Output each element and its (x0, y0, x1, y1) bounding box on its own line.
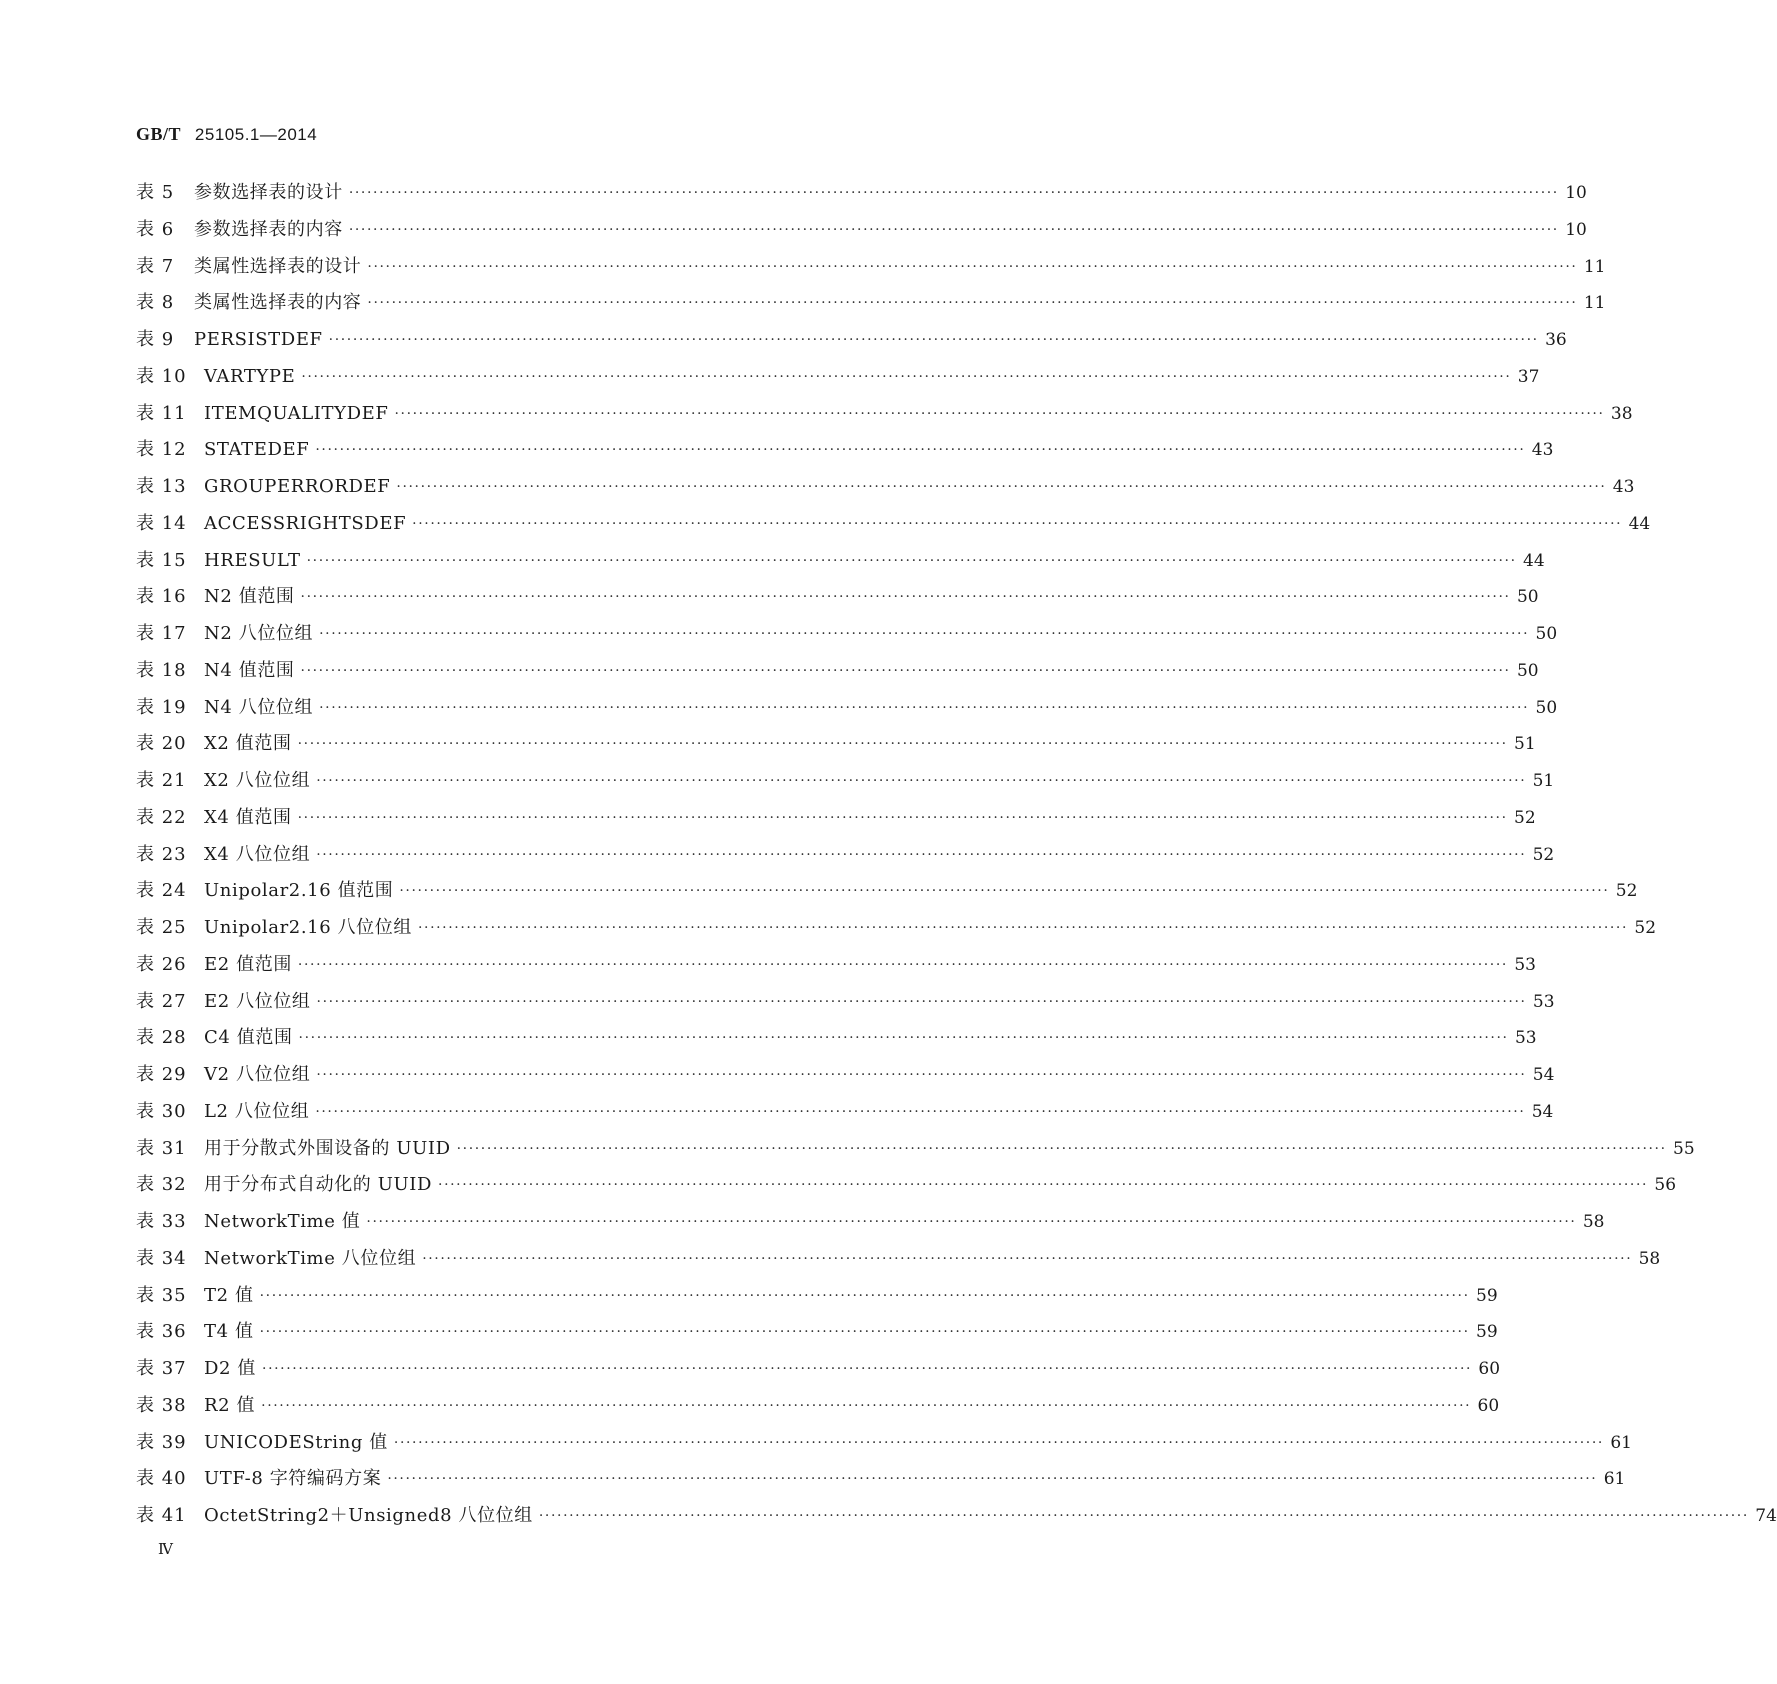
toc-entry[interactable] (136, 950, 1536, 987)
toc-entry[interactable] (136, 693, 1558, 730)
toc-entry[interactable] (136, 1060, 1555, 1097)
dot-leader: ········································································································································································································ (316, 846, 1527, 863)
dot-leader: ········································································································································································································ (393, 1434, 1604, 1451)
toc-entry[interactable] (136, 766, 1555, 803)
dot-leader: ········································································································································································································ (262, 1361, 1473, 1377)
dot-leader: ········································································································································································································ (394, 405, 1605, 422)
toc-entry-title: UNICODEString 值 (204, 1431, 388, 1453)
toc-entry-page-number: 58 (1582, 1212, 1605, 1232)
toc-entry-page-number: 52 (1514, 807, 1536, 828)
dot-leader: ········································································································································································································ (297, 736, 1508, 753)
page-number-footer: Ⅳ (158, 1540, 173, 1558)
dot-leader: ········································································································································································································ (438, 1177, 1649, 1194)
toc-entry-title: GROUPERRORDEF (204, 476, 391, 497)
toc-entry[interactable] (136, 472, 1635, 509)
toc-entry-page-number: 43 (1612, 477, 1635, 497)
toc-entry-page-number: 37 (1517, 366, 1540, 387)
dot-leader: ········································································································································································································ (259, 1287, 1470, 1304)
document-header (136, 124, 317, 145)
toc-entry-page-number: 50 (1516, 660, 1539, 681)
toc-entry-label: 表 34 (136, 1247, 187, 1269)
dot-leader: ········································································································································································································ (367, 295, 1578, 312)
dot-leader: ········································································································································································································ (319, 699, 1530, 716)
toc-entry[interactable] (136, 582, 1539, 619)
toc-entry-title: 类属性选择表的设计 (194, 255, 362, 277)
toc-entry-page-number: 43 (1531, 440, 1554, 461)
toc-entry-page-number: 61 (1603, 1469, 1626, 1490)
toc-entry-page-number: 11 (1583, 256, 1606, 277)
toc-entry-title: E2 八位位组 (204, 990, 311, 1012)
toc-entry-page-number: 44 (1628, 513, 1651, 534)
toc-entry-label: 表 17 (136, 623, 187, 644)
toc-entry-page-number: 50 (1516, 587, 1539, 608)
toc-entry-title: T2 值 (204, 1284, 254, 1306)
toc-entry-label: 表 23 (136, 843, 187, 865)
toc-entry-label: 表 25 (136, 917, 187, 938)
toc-entry-page-number: 44 (1523, 550, 1545, 571)
toc-entry-title: N4 八位位组 (204, 696, 314, 718)
toc-entry[interactable] (136, 729, 1536, 766)
toc-entry-page-number: 10 (1565, 219, 1587, 240)
toc-entry-title: 参数选择表的设计 (194, 182, 343, 203)
toc-entry-title: T4 值 (204, 1321, 254, 1343)
toc-entry-page-number: 52 (1634, 918, 1657, 938)
toc-entry-label: 表 20 (136, 733, 187, 755)
toc-entry-page-number: 10 (1565, 183, 1587, 203)
toc-entry-page-number: 36 (1545, 330, 1567, 350)
toc-entry-page-number: 38 (1610, 403, 1633, 424)
toc-entry-label: 表 36 (136, 1321, 187, 1343)
toc-entry-page-number: 54 (1532, 1065, 1555, 1085)
toc-entry[interactable] (136, 362, 1540, 399)
dot-leader: ········································································································································································································ (315, 442, 1526, 459)
toc-entry-page-number: 60 (1477, 1395, 1500, 1416)
dot-leader: ········································································································································································································ (297, 956, 1508, 973)
standard-number: 25105.1—2014 (194, 125, 318, 144)
toc-entry-title: X4 八位位组 (204, 843, 311, 865)
dot-leader: ········································································································································································································ (348, 221, 1559, 238)
toc-entry[interactable] (136, 1097, 1554, 1134)
toc-entry-label: 表 22 (136, 806, 187, 828)
dot-leader: ········································································································································································································ (417, 920, 1629, 936)
toc-entry[interactable] (136, 399, 1633, 436)
toc-entry[interactable] (136, 987, 1555, 1024)
toc-entry-label: 表 33 (136, 1211, 187, 1232)
toc-entry-title: D2 值 (204, 1358, 257, 1379)
toc-entry-title: R2 值 (204, 1394, 256, 1416)
toc-entry-page-number: 50 (1535, 624, 1558, 644)
toc-entry[interactable] (136, 288, 1606, 325)
toc-entry-page-number: 74 (1755, 1506, 1777, 1526)
toc-entry[interactable] (136, 1244, 1661, 1281)
toc-entry-label: 表 19 (136, 696, 187, 718)
toc-entry-page-number: 52 (1532, 844, 1555, 865)
dot-leader: ········································································································································································································ (316, 1067, 1527, 1083)
toc-entry-page-number: 54 (1531, 1101, 1554, 1122)
toc-entry-title: C4 值范围 (204, 1027, 293, 1049)
toc-entry-page-number: 55 (1673, 1138, 1695, 1159)
toc-entry-label: 表 16 (136, 586, 187, 608)
toc-entry-page-number: 61 (1610, 1432, 1632, 1453)
toc-entry-title: ITEMQUALITYDEF (204, 402, 389, 424)
dot-leader: ········································································································································································································ (538, 1508, 1749, 1524)
toc-entry-title: 类属性选择表的内容 (194, 292, 362, 314)
toc-entry[interactable] (136, 1501, 1777, 1538)
toc-entry-title: X2 八位位组 (204, 770, 311, 791)
dot-leader: ········································································································································································································ (328, 332, 1539, 348)
toc-entry-page-number: 58 (1638, 1248, 1661, 1269)
toc-entry-label: 表 9 (136, 329, 175, 350)
toc-entry-title: 参数选择表的内容 (194, 218, 343, 240)
toc-entry-page-number: 53 (1514, 954, 1536, 975)
toc-entry-label: 表 14 (136, 512, 187, 534)
toc-entry-title: X2 值范围 (204, 733, 292, 755)
toc-entry-page-number: 51 (1514, 734, 1536, 755)
toc-entry-title: E2 值范围 (204, 953, 292, 975)
table-of-contents-list (136, 178, 1777, 1538)
toc-entry-title: ACCESSRIGHTSDEF (204, 512, 407, 534)
toc-entry[interactable] (136, 1134, 1695, 1171)
toc-entry-label: 表 12 (136, 439, 187, 461)
toc-entry[interactable] (136, 1428, 1632, 1465)
toc-entry-page-number: 53 (1532, 991, 1555, 1012)
toc-entry[interactable] (136, 619, 1558, 656)
toc-entry[interactable] (136, 252, 1606, 289)
toc-entry-label: 表 29 (136, 1064, 187, 1085)
toc-entry-page-number: 56 (1654, 1175, 1677, 1196)
toc-entry[interactable] (136, 1207, 1605, 1244)
toc-entry-label: 表 38 (136, 1394, 187, 1416)
dot-leader: ········································································································································································································ (300, 589, 1511, 606)
toc-entry-title: 用于分布式自动化的 UUID (204, 1174, 433, 1196)
toc-entry[interactable] (136, 1391, 1500, 1428)
toc-entry-title: 用于分散式外围设备的 UUID (204, 1137, 451, 1159)
toc-entry-label: 表 21 (136, 770, 187, 791)
toc-entry-title: STATEDEF (204, 439, 310, 461)
toc-entry-label: 表 32 (136, 1174, 187, 1196)
toc-entry[interactable] (136, 1170, 1677, 1207)
toc-entry-label: 表 15 (136, 549, 187, 571)
toc-entry-title: Unipolar2.16 八位位组 (204, 917, 412, 938)
dot-leader: ········································································································································································································ (456, 1140, 1667, 1157)
toc-entry-label: 表 8 (136, 292, 175, 314)
toc-entry-title: OctetString2＋Unsigned8 八位位组 (204, 1505, 533, 1526)
dot-leader: ········································································································································································································ (367, 258, 1578, 275)
toc-entry-label: 表 27 (136, 990, 187, 1012)
toc-entry[interactable] (136, 913, 1657, 950)
toc-entry-label: 表 39 (136, 1431, 187, 1453)
toc-entry-page-number: 59 (1476, 1322, 1498, 1343)
toc-entry-page-number: 59 (1476, 1285, 1498, 1306)
toc-entry-label: 表 28 (136, 1027, 187, 1049)
toc-entry-page-number: 51 (1532, 771, 1555, 791)
toc-entry-label: 表 31 (136, 1137, 187, 1159)
toc-entry-label: 表 7 (136, 255, 175, 277)
toc-entry-title: N4 值范围 (204, 659, 295, 681)
toc-entry-label: 表 37 (136, 1358, 187, 1379)
toc-entry-title: V2 八位位组 (204, 1064, 311, 1085)
toc-entry-title: L2 八位位组 (204, 1100, 310, 1122)
toc-entry-label: 表 24 (136, 880, 187, 902)
toc-entry[interactable] (136, 1464, 1626, 1501)
toc-entry-title: VARTYPE (204, 365, 296, 387)
toc-entry-label: 表 5 (136, 182, 175, 203)
standard-code: GB/T (136, 124, 182, 144)
toc-entry[interactable] (136, 1281, 1498, 1318)
dot-leader: ········································································································································································································ (306, 552, 1517, 569)
toc-entry[interactable] (136, 656, 1539, 693)
dot-leader: ········································································································································································································ (259, 1324, 1470, 1341)
toc-entry[interactable] (136, 435, 1554, 472)
dot-leader: ········································································································································································································ (298, 1030, 1509, 1047)
toc-entry-label: 表 35 (136, 1284, 187, 1306)
dot-leader: ········································································································································································································ (316, 773, 1527, 789)
toc-entry-label: 表 10 (136, 365, 187, 387)
dot-leader: ········································································································································································································ (316, 993, 1527, 1010)
toc-entry-page-number: 53 (1514, 1028, 1537, 1049)
toc-entry-page-number: 52 (1615, 881, 1638, 902)
toc-entry-title: HRESULT (204, 549, 301, 571)
dot-leader: ········································································································································································································ (366, 1214, 1577, 1230)
toc-entry[interactable] (136, 215, 1587, 252)
toc-entry[interactable] (136, 1023, 1537, 1060)
toc-entry-title: NetworkTime 值 (204, 1211, 361, 1232)
dot-leader: ········································································································································································································ (412, 515, 1623, 532)
dot-leader: ········································································································································································································ (319, 626, 1530, 642)
toc-entry-label: 表 18 (136, 659, 187, 681)
toc-entry-title: UTF-8 字符编码方案 (204, 1468, 382, 1490)
toc-entry-page-number: 50 (1535, 697, 1558, 718)
dot-leader: ········································································································································································································ (300, 662, 1511, 679)
toc-entry-title: Unipolar2.16 值范围 (204, 880, 394, 902)
toc-entry[interactable] (136, 325, 1567, 362)
toc-entry-label: 表 26 (136, 953, 187, 975)
toc-entry-title: X4 值范围 (204, 806, 292, 828)
toc-entry[interactable] (136, 840, 1555, 877)
toc-entry-label: 表 30 (136, 1100, 187, 1122)
toc-entry[interactable] (136, 509, 1651, 546)
dot-leader: ········································································································································································································ (387, 1471, 1598, 1488)
toc-entry[interactable] (136, 178, 1587, 215)
toc-entry-label: 表 41 (136, 1505, 187, 1526)
dot-leader: ········································································································································································································ (261, 1397, 1472, 1414)
dot-leader: ········································································································································································································ (348, 185, 1559, 201)
toc-entry-title: PERSISTDEF (194, 329, 323, 350)
toc-entry-label: 表 40 (136, 1468, 187, 1490)
toc-entry-title: N2 八位位组 (204, 623, 314, 644)
toc-entry-label: 表 6 (136, 218, 175, 240)
toc-entry-label: 表 13 (136, 476, 187, 497)
dot-leader: ········································································································································································································ (315, 1103, 1526, 1120)
toc-entry-label: 表 11 (136, 402, 187, 424)
toc-entry[interactable] (136, 546, 1545, 583)
toc-entry[interactable] (136, 803, 1536, 840)
dot-leader: ········································································································································································································ (297, 809, 1508, 826)
toc-entry-page-number: 11 (1583, 293, 1606, 314)
toc-entry[interactable] (136, 1317, 1498, 1354)
toc-entry-title: NetworkTime 八位位组 (204, 1247, 417, 1269)
toc-entry-page-number: 60 (1478, 1359, 1501, 1379)
dot-leader: ········································································································································································································ (422, 1250, 1633, 1267)
toc-entry[interactable] (136, 1354, 1501, 1391)
toc-entry[interactable] (136, 876, 1638, 913)
dot-leader: ········································································································································································································ (301, 368, 1512, 385)
dot-leader: ········································································································································································································ (399, 883, 1610, 900)
toc-entry-title: N2 值范围 (204, 586, 295, 608)
dot-leader: ········································································································································································································ (396, 479, 1607, 495)
